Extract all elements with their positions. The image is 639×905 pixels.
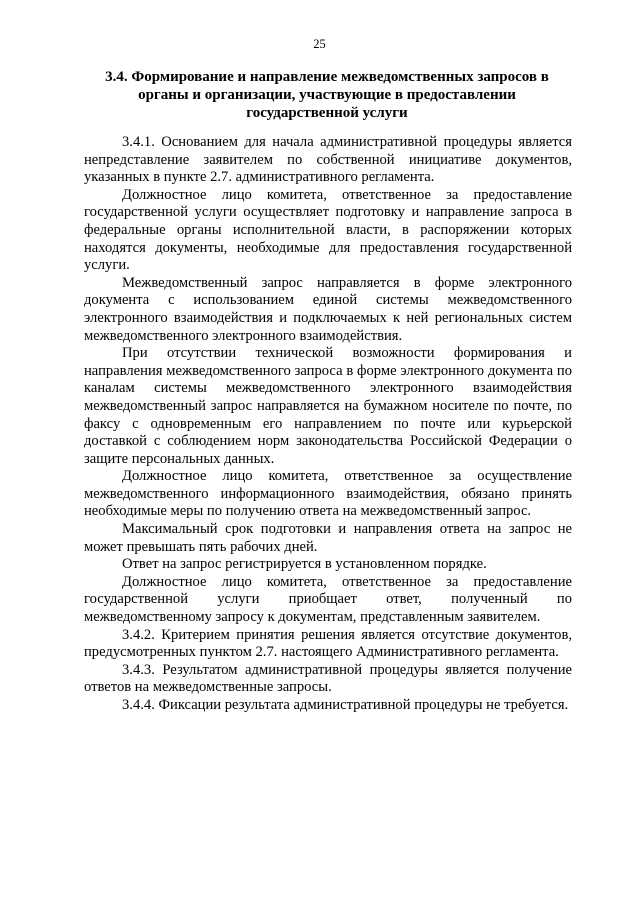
- paragraph-3-4-1: 3.4.1. Основанием для начала административной процедуры является непредставление заявителем по собственной инициативе документов, указанных в пункте 2.7. административного регламента.: [84, 134, 572, 186]
- paragraph-responsible-official: Должностное лицо комитета, ответственное за предоставление государственной услуги осуществляет подготовку и направление запроса в федеральные органы исполнительной власти, в распоряжении которых находятся документы, необходимые для предоставления государственной услуги.: [84, 186, 572, 274]
- paragraph-interaction-official: Должностное лицо комитета, ответственное за осуществление межведомственного информационного взаимодействия, обязано принять необходимые меры по получению ответа на межведомственный запрос.: [84, 468, 572, 520]
- paragraph-attach-response: Должностное лицо комитета, ответственное за предоставление государственной услуги приобщает ответ, полученный по межведомственному запросу к документам, представленным заявителем.: [84, 573, 572, 626]
- paragraph-3-4-3: 3.4.3. Результатом административной процедуры является получение ответов на межведомственные запросы.: [84, 661, 572, 696]
- section-title-line: органы и организации, участвующие в предоставлении: [138, 87, 516, 103]
- section-title: [84, 68, 570, 122]
- paragraph-registration: Ответ на запрос регистрируется в установленном порядке.: [122, 556, 487, 573]
- section-title-line: 3.4. Формирование и направление межведомственных запросов в: [105, 69, 549, 85]
- paragraph-max-term: Максимальный срок подготовки и направления ответа на запрос не может превышать пять рабочих дней.: [84, 521, 572, 555]
- section-title-line: государственной услуги: [246, 105, 408, 121]
- page-number: 25: [313, 37, 326, 51]
- section-body: [84, 134, 572, 715]
- paragraph-electronic-request: Межведомственный запрос направляется в форме электронного документа с использованием единой системы межведомственного электронного взаимодействия и подключаемых к ней региональных систем межведомственного электронного взаимодействия.: [84, 274, 572, 344]
- paragraph-3-4-2: 3.4.2. Критерием принятия решения является отсутствие документов, предусмотренных пунктом 2.7. настоящего Административного регламента.: [84, 626, 572, 661]
- paragraph-paper-request: При отсутствии технической возможности формирования и направления межведомственного запроса в форме электронного документа по каналам системы межведомственного электронного взаимодействия межведомственный запрос направляется на бумажном носителе по почте, по факсу с одновременным его направлением по почте или курьерской доставкой с соблюдением норм законодательства Российской Федерации о защите персональных данных.: [84, 345, 572, 467]
- paragraph-3-4-4: 3.4.4. Фиксации результата административной процедуры не требуется.: [122, 697, 569, 713]
